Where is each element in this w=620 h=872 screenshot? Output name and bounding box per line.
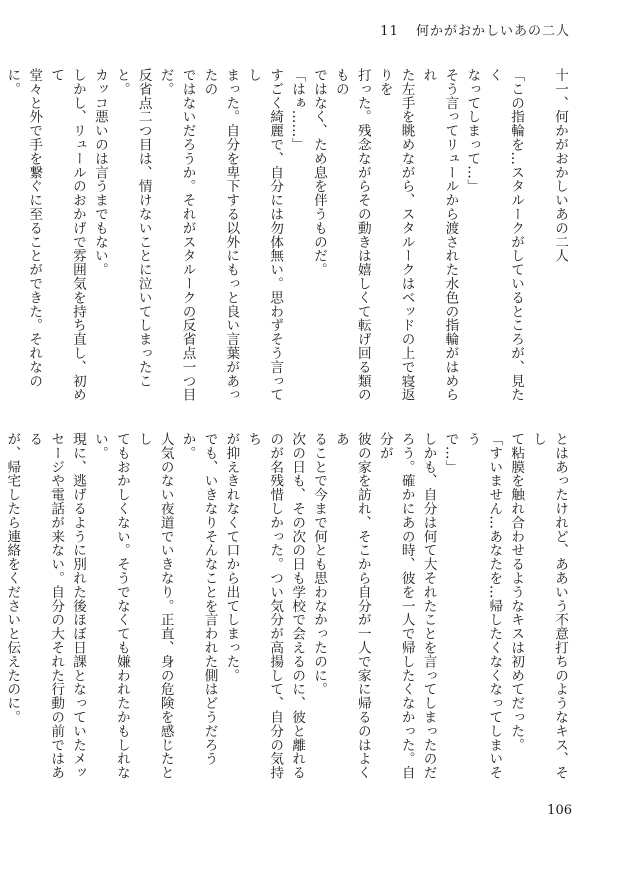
section-heading: 十一、何かがおかしいあの二人 [552, 68, 568, 263]
text-line: でも、いきなりそんなことを言われた側はどうだろうか。 [179, 432, 218, 766]
text-line: ろう。確かにあの時、彼を一人で帰したくなかった。自分が [376, 432, 415, 780]
text-line: で…」 [442, 432, 459, 474]
page-number: 106 [547, 803, 572, 818]
text-line: セージや電話が来ない。自分の大それた行動の前ではある [26, 432, 65, 780]
text-line: ではないだろうか。それがスタルークの反省点一つ目だ。 [157, 68, 196, 402]
text-line: そう言ってリュールから渡された水色の指輪がはめられ [420, 68, 459, 402]
text-line: カッコ悪いのは言うまでもない。 [91, 68, 108, 277]
text-line: しかし、リュールのおかげで雰囲気を持ち直し、初めて [48, 68, 86, 402]
text-line: が、帰宅したら連絡をくださいと伝えたのに。 [4, 432, 21, 724]
text-line: ることで今まで何とも思わなかったのに。 [311, 432, 328, 697]
text-line: 人気のない夜道でいきなり。正直、身の危険を感じたとし [135, 432, 174, 780]
text-line: なってしまって…」 [464, 68, 481, 194]
text-line: まった。自分を卑下する以外にもっと良い言葉があったの [201, 68, 240, 402]
text-line: ではなく、ため息を伴うものだ。 [310, 68, 327, 277]
chapter-title: 何かがおかしいあの二人 [415, 24, 570, 39]
text-line: 堂々と外で手を繋ぐに至ることができた。それなのに。 [4, 68, 43, 388]
text-line: すごく綺麗で、自分には勿体無い。思わずそう言ってし [245, 68, 284, 402]
text-line: てもおかしくない。そうでなくても嫌われたかもしれない。 [91, 432, 130, 780]
text-line: 次の日も、その次の日も学校で会えるのに、彼と離れる [289, 432, 306, 780]
text-line: 現に、逃げるように別れた後ほぼ日課となっていたメッ [70, 432, 87, 780]
chapter-number: 11 [380, 24, 399, 39]
text-line: た左手を眺めながら、スタルークはベッドの上で寝返りを [376, 68, 415, 402]
text-line: 「すいません…あなたを…帰したくなくなってしまいそう [464, 432, 503, 780]
text-line: のが名残惜しかった。つい気分が高揚して、自分の気持ち [245, 432, 284, 780]
text-line: 打った。残念ながらその動きは嬉しくて転げ回る類のもの [332, 68, 371, 402]
text-line: 「この指輪を…スタルークがしているところが、見たく [486, 68, 525, 402]
upper-text-block [4, 68, 570, 412]
text-line: 反省点二つ目は、情けないことに泣いてしまったこと。 [113, 68, 152, 388]
text-line: て粘膜を触れ合わせるようなキスは初めてだった。 [508, 432, 525, 752]
text-line: 彼の家を訪れ、そこから自分が一人で家に帰るのはよくあ [332, 432, 371, 780]
text-line: とはあったけれど、ああいう不意打ちのようなキス、そし [530, 432, 568, 780]
text-line: が抑えきれなくて口から出てしまった。 [223, 432, 240, 683]
text-line: 「はぁ……」 [289, 68, 306, 152]
running-header [380, 20, 570, 39]
text-line: しかも、自分は何て大それたことを言ってしまったのだ [420, 432, 437, 780]
lower-text-block [4, 432, 570, 784]
